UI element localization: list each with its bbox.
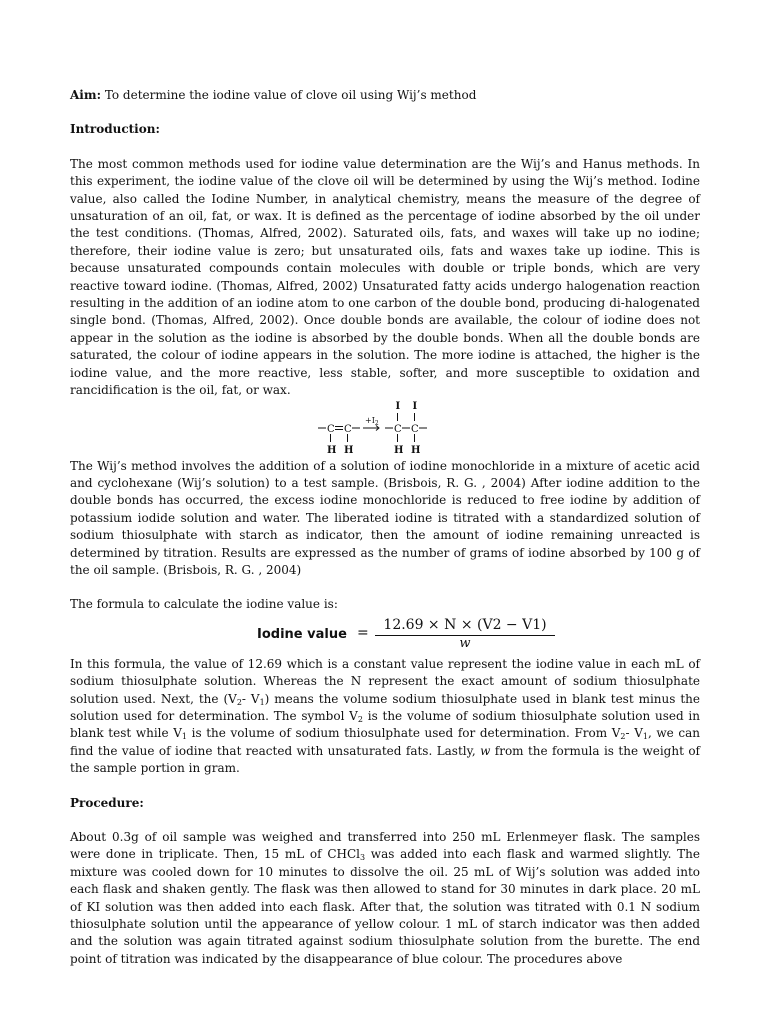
hydrogen-atom-2: H	[344, 444, 354, 456]
hydrogen-atom-1: H	[327, 444, 337, 456]
reaction-reagent: $+I_2$	[365, 415, 379, 427]
carbon-atom-1: C	[327, 423, 335, 435]
intro-paragraph-1: The most common methods used for iodine value determination are the Wij’s and Hanus methods. In this experiment, the iodine value of the clove oil will be determined by using the Wij’s method. Iodine value, also called the Iodine Number, in analytical chemistry, means the measure of the degree of unsaturation of an oil, fat, or wax. It is defined as the percentage of iodine absorbed by the oil under the test conditions. (Thomas, Alfred, 2002). Saturated oils, fats, and waxes will take up no iodine; therefore, their iodine value is zero; but unsaturated oils, fats and waxes take up iodine. This is because unsaturated compounds contain molecules with double or triple bonds, which are very reactive toward iodine. (Thomas, Alfred, 2002) Unsaturated fatty acids undergo halogenation reaction resulting in the addition of an iodine atom to one carbon of the double bond, producing di-halogenated single bond. (Thomas, Alfred, 2002). Once double bonds are available, the colour of iodine does not appear in the solution as the iodine is absorbed by the double bonds. When all the double bonds are saturated, the colour of iodine appears in the solution. The more iodine is attached, the higher is the iodine value, and the more reactive, less stable, softer, and more susceptible to oxidation and rancidification is the oil, fat, or wax.	[70, 156, 700, 398]
carbon-atom-3: C	[394, 423, 402, 435]
carbon-atom-2: C	[344, 423, 352, 435]
formula-equals: =	[357, 624, 369, 641]
formula-fraction	[375, 616, 555, 651]
formula-label: Iodine value	[257, 626, 347, 642]
iodine-atom-2: I	[412, 400, 418, 412]
formula-denominator: w	[459, 635, 471, 651]
aim-line	[70, 87, 700, 104]
document-page	[70, 87, 700, 968]
aim-label: Aim:	[70, 88, 101, 102]
aim-text: To determine the iodine value of clove oil using Wij’s method	[101, 88, 477, 102]
intro-paragraph-3: In this formula, the value of 12.69 which is a constant value represent the iodine value in each mL of sodium thiosulphate solution. Whereas the N represent the exact amount of sodium thiosulphate solution used. Next, the ($V_2-$ $V_1$) means the volume sodium thiosulphate used in blank test minus the solution used for determination. The symbol $V_2$ is the volume of sodium thiosulphate solution used in blank test while $V_1$ is the volume of sodium thiosulphate used for determination. From $V_2-$ $V_1$, we can find the value of iodine that reacted with unsaturated fats. Lastly, w from the formula is the weight of the sample portion in gram.	[70, 656, 701, 776]
hydrogen-atom-4: H	[411, 444, 421, 456]
procedure-heading: Procedure:	[70, 795, 144, 810]
introduction-heading: Introduction:	[70, 122, 160, 137]
iodine-atom-1: I	[395, 400, 401, 412]
intro-paragraph-2: The Wij’s method involves the addition of a solution of iodine monochloride in a mixture of acetic acid and cyclohexane (Wij’s solution) to a test sample. (Brisbois, R. G. , 2004) After iodine addition to the double bonds has occurred, the excess iodine monochloride is reduced to free iodine by addition of potassium iodide solution and water. The liberated iodine is titrated with a standardized solution of sodium thiosulphate with starch as indicator, then the amount of iodine remaining unreacted is determined by titration. Results are expressed as the number of grams of iodine absorbed by 100 g of the oil sample. (Brisbois, R. G. , 2004)	[70, 458, 700, 577]
formula-intro: The formula to calculate the iodine value is:	[70, 597, 338, 612]
procedure-paragraph: About 0.3g of oil sample was weighed and transferred into 250 mL Erlenmeyer flask. The samples were done in triplicate. Then, 15 mL of CHCl$_3$ was added into each flask and warmed slightly. The mixture was cooled down for 10 minutes to dissolve the oil. 25 mL of Wij’s solution was added into each flask and shaken gently. The flask was then allowed to stand for 30 minutes in dark place. 20 mL of KI solution was then added into each flask. After that, the solution was titrated with 0.1 N sodium thiosulphate solution until the appearance of yellow colour. 1 mL of starch indicator was then added and the solution was again titrated against sodium thiosulphate solution from the burette. The end point of titration was indicated by the disappearance of blue colour. The procedures above	[70, 830, 700, 966]
hydrogen-atom-3: H	[394, 444, 404, 456]
iodine-value-formula	[70, 616, 700, 656]
formula-numerator: 12.69 × N × (V2 − V1)	[383, 616, 547, 633]
carbon-atom-4: C	[411, 423, 419, 435]
iodine-addition-reaction	[70, 400, 700, 458]
